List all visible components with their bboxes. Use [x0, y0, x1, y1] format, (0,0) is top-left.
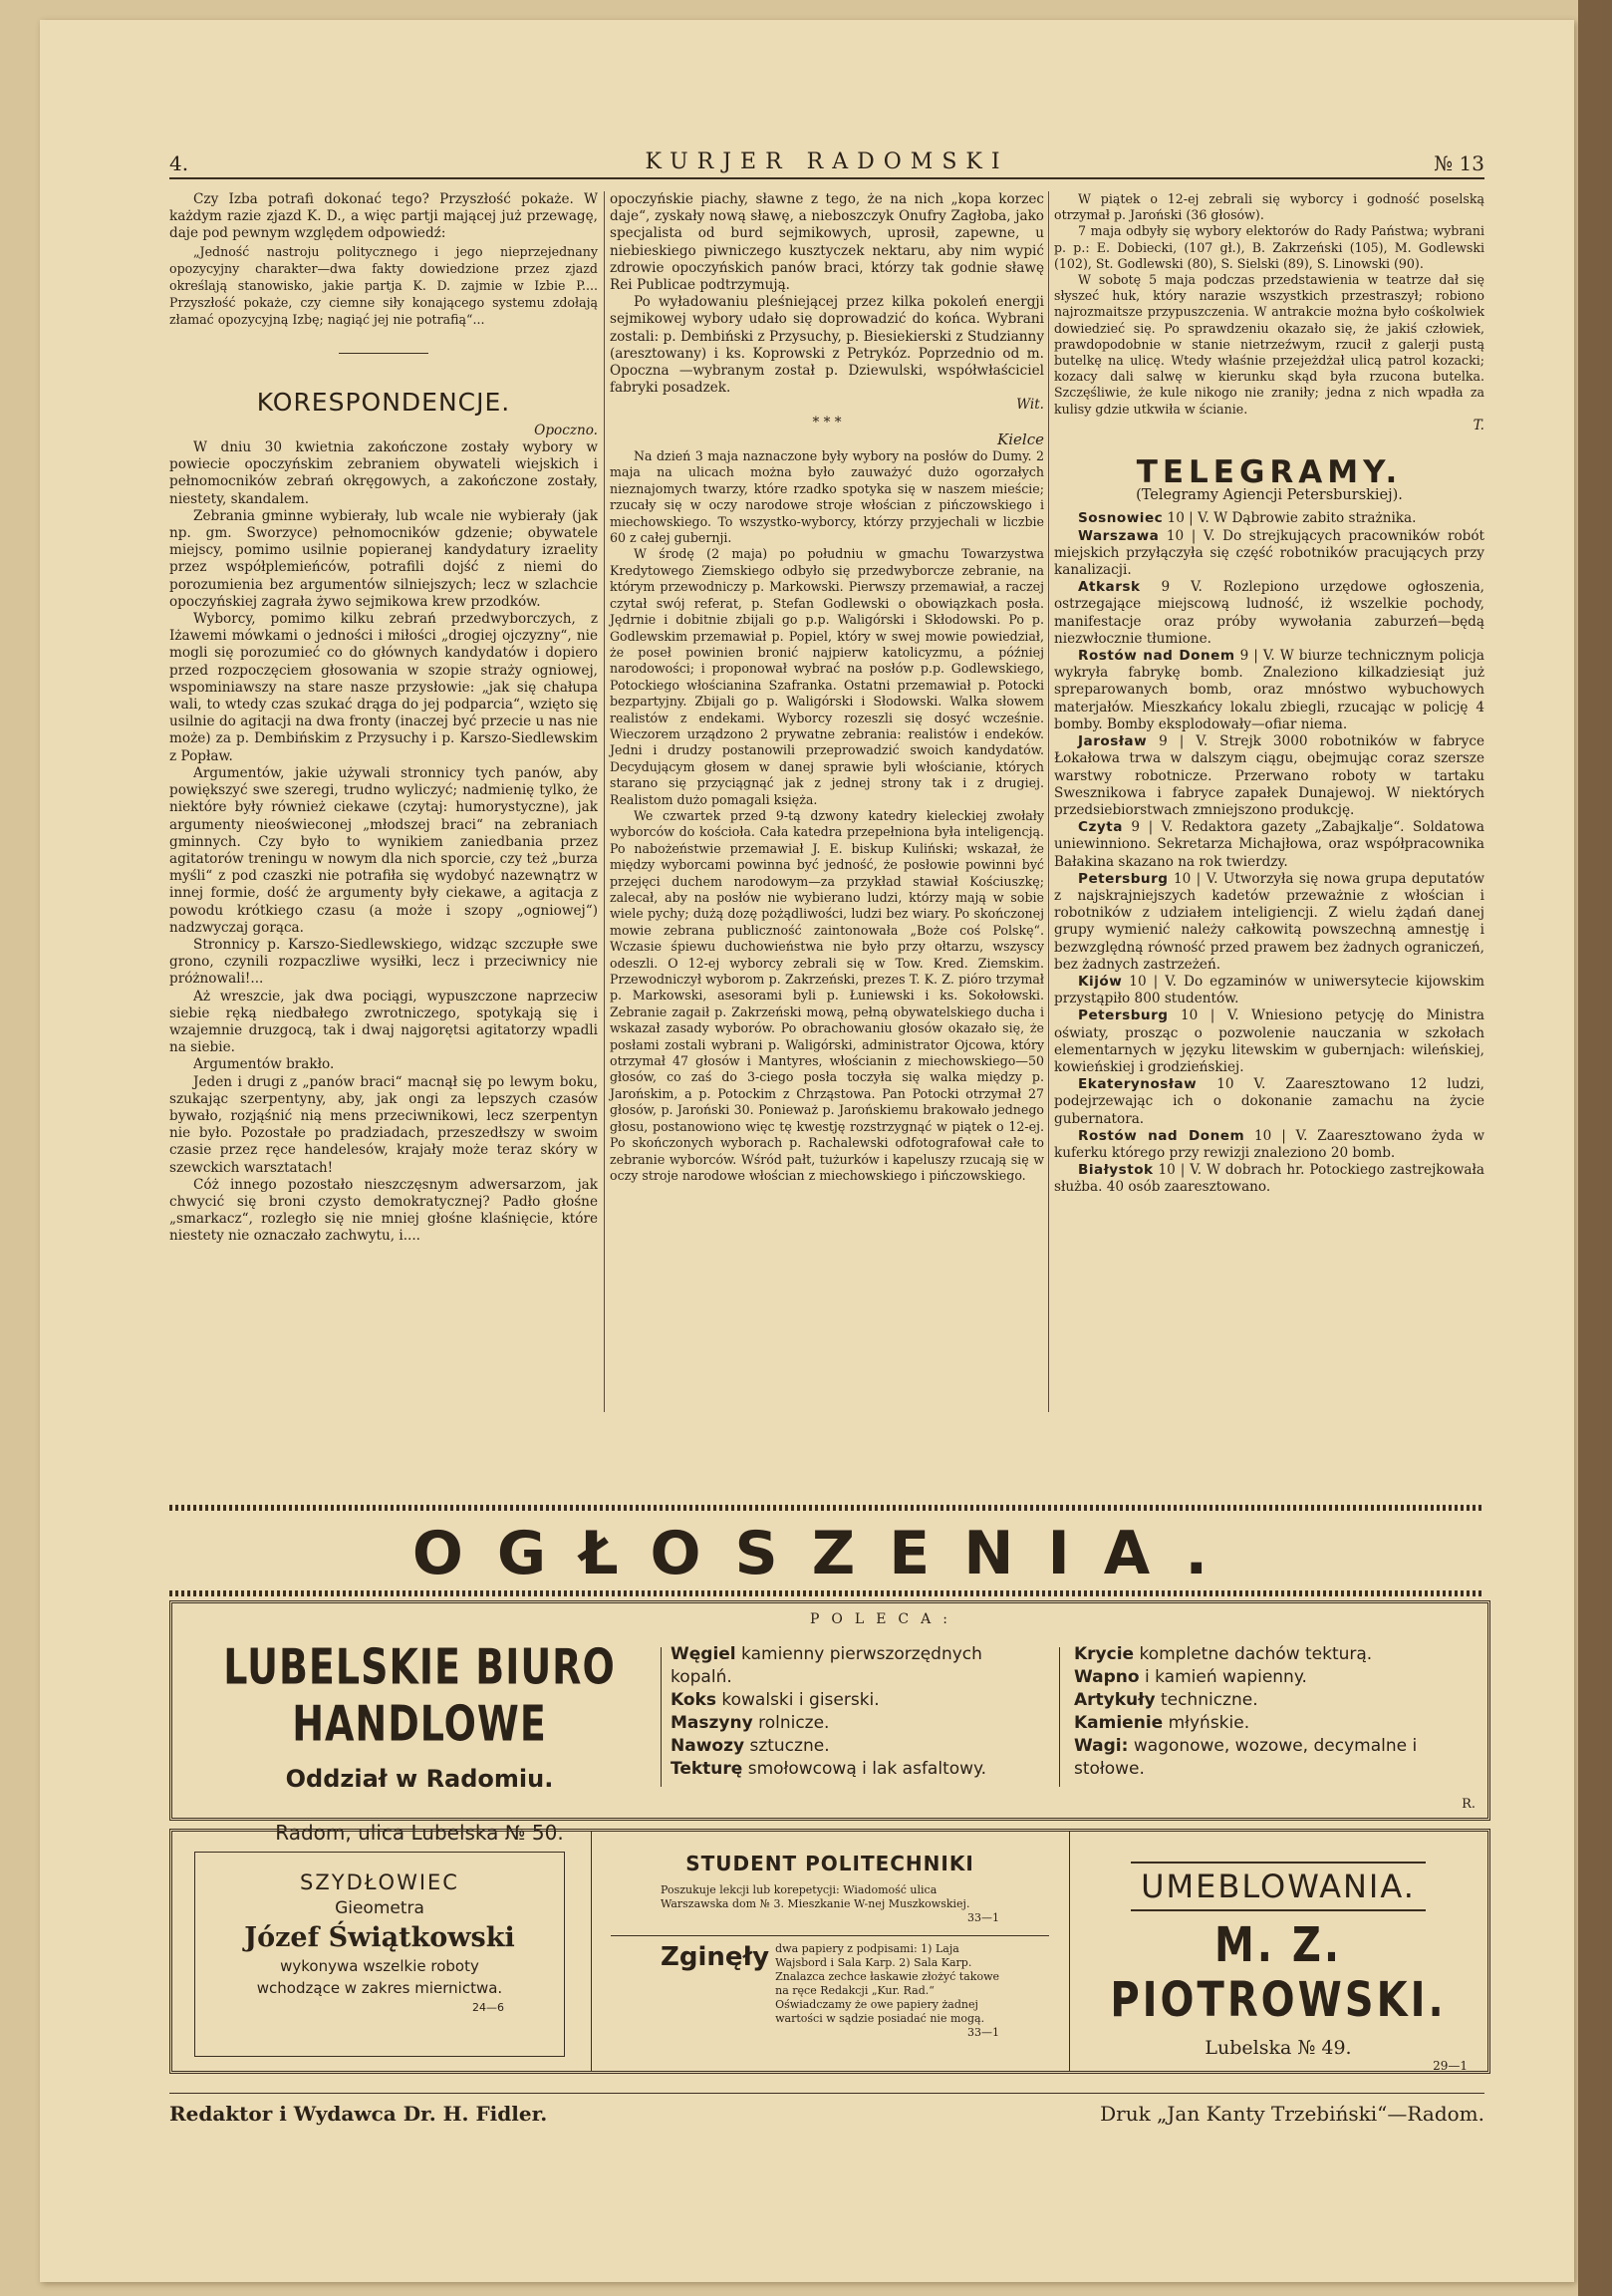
- paragraph: Argumentów, jakie używali stronnicy tych panów, aby powiększyć swe szeregi, trudno wyliczyć; nadmienię tylko, że niektóre były również ciekawe (czytaj: humorystyczne), jak argumenty nieoświeconej „młodszej braci“ na zebraniach gminnych. Czy było to wynikiem zaniedbania przez agitatorów treningu w nowym dla nich sporcie, czy też „burza myśli“ z pod czaszki nie potrafiła się wydobyć nazewnątrz w innej formie, dość że argumenty były ciekawe, a agitacja z powodu krótkiego czasu (a może i szopy „ogniowej“) nadzwyczaj gorąca.: [169, 764, 598, 936]
- list-item: [671, 1689, 1039, 1712]
- editor-credit: Redaktor i Wydawca Dr. H. Fidler.: [169, 2102, 548, 2126]
- masthead-title: KURJER RADOMSKI: [645, 149, 1009, 174]
- telegram-date: 9 V.: [1140, 579, 1223, 596]
- telegram-text: W dobrach hr. Potockiego zastrejkowała służba. 40 osób zaaresztowano.: [1054, 1162, 1484, 1196]
- telegram-text: W Dąbrowie zabito strażnika.: [1213, 510, 1417, 527]
- telegrams-subheading: (Telegramy Agiencji Petersburskiej).: [1136, 487, 1403, 504]
- telegram-item: [1054, 648, 1484, 733]
- column-divider: [604, 191, 605, 1412]
- telegram-list: [1054, 510, 1484, 1196]
- paragraph: Jeden i drugi z „panów braci“ macnął się po lewym boku, szukając szerpentyny, aby, jak ongi za lepszych czasów bywało, rozjąśnić nią mens przeciwnikowi, lecz szerpentyn nie było. Pozostałe po pradziadach, przeszedłszy w swoim czasie przez ręce handelesów, krajały może teraz skóry w szewckich warsztatach!: [169, 1073, 598, 1176]
- paragraph: Na dzień 3 maja naznaczone były wybory na posłów do Dumy. 2 maja na ulicach można było zauważyć dużo ogorzałych nieznajomych twarzy, które rzadko spotyka się w naszem mieście; rzucały się w oczy narodowe stroje włościan z pińczowskiego i miechowskiego. To wszystko-wyborcy, którzy przyjechali w liczbie 60 z całej gubernji.: [610, 448, 1044, 546]
- telegram-city: Atkarsk: [1078, 579, 1141, 596]
- telegram-date: 9 | V.: [1234, 648, 1280, 665]
- ad-code: 33—1: [967, 2026, 999, 2039]
- product-list: [671, 1643, 1039, 1781]
- paragraph: Argumentów brakło.: [193, 1056, 335, 1073]
- product-list: [1074, 1643, 1482, 1781]
- telegram-city: Czyta: [1078, 819, 1123, 836]
- list-item: [671, 1712, 1039, 1735]
- paragraph: Wyborcy, pomimo kilku zebrań przedwyborczych, z Iżawemi mówkami o jedności i miłości „drogiej ojczyzny“, nie mogli się porozumieć co do głównych kandydatów i dopiero przed rozpoczęciem głosowania w szopie straży ogniowej, wspominiawszy na stare nasze przysłowie: „jak się chałupa wali, to wtedy czas szukać drąga do jej podparcia“, wzięto się usilnie do agitacji na dwa fronty (inaczej być przecie u nas nie może) za p. Dembińskim z Przysuchy i p. Karszo-Siedlewskim z Popław.: [169, 611, 598, 764]
- list-item: [671, 1758, 1039, 1781]
- ornamental-rule: [169, 1590, 1484, 1596]
- telegram-date: 9 | V.: [1122, 819, 1182, 836]
- furniture-ad-address: Lubelska № 49.: [1205, 2037, 1352, 2059]
- company-address: Radom, ulica Lubelska № 50.: [275, 1821, 564, 1845]
- telegram-text: Do egzaminów w uniwersytecie kijowskim przystąpiło 800 studentów.: [1054, 973, 1484, 1007]
- list-item: [1074, 1666, 1482, 1689]
- list-item: [671, 1643, 1039, 1689]
- list-item: [1074, 1712, 1482, 1735]
- paragraph: opoczyńskie piachy, sławne z tego, że na nich „kopa korzec daje“, zyskały nową sławę, a nieboszczyk Onufry Zagłoba, jako specjalista od burd sejmikowych, uprosił, zapewne, u niebieskiego piwniczego kusztyczek nektaru, aby nim wypić zdrowie opoczyńskich panów braci, którzy tak godnie sławę Rei Publicae podtrzymują.: [610, 191, 1044, 294]
- page-number: 4.: [169, 151, 189, 175]
- telegram-city: Warszawa: [1078, 527, 1160, 544]
- telegram-city: Sosnowiec: [1078, 510, 1164, 527]
- telegram-item: [1054, 819, 1484, 871]
- furniture-ad-title: UMEBLOWANIA.: [1131, 1862, 1426, 1911]
- ad-code: 29—1: [1433, 2059, 1468, 2073]
- telegram-date: 10 V.: [1197, 1076, 1286, 1093]
- column-divider: [1048, 191, 1049, 1412]
- telegram-city: Jarosław: [1078, 733, 1148, 750]
- telegram-text: Zaaresztowano żyda w kuferku którego przy rewizji znaleziono 20 bomb.: [1054, 1127, 1484, 1161]
- lost-ad-text: dwa papiery z podpisami: 1) Laja Wajsbord i Sala Karp. 2) Sala Karp. Znalazca zechce łaskawie złożyć takowe na ręce Redakcji „Kur. Rad.“ Oświadczamy że owe papiery żadnej wartości w sądzie posiadać nie mogą.: [775, 1942, 999, 2025]
- ad-profession: Gieometra: [335, 1898, 424, 1918]
- telegram-text: Strejk 3000 robotników w fabryce Łokałowa trwa w dalszym ciągu, obejmując coraz szersze warstwy robotnicze. Przerwano roboty w tartaku Swesznikowa i fabryce zapałek Dunajewoj. W niektórych przedsiebiorstwach zmniejszono produkcję.: [1054, 733, 1484, 818]
- student-ad-text: Poszukuje lekcji lub korepetycji: Wiadomość ulica Warszawska dom № 3. Mieszkanie W-nej Muszkowskiej.: [661, 1883, 970, 1910]
- dateline: Opoczno.: [534, 422, 598, 438]
- telegram-city: Białystok: [1078, 1162, 1154, 1179]
- telegram-date: 10 | V.: [1168, 870, 1223, 887]
- ad-furniture: [1069, 1832, 1487, 2071]
- printer-credit: Druk „Jan Kanty Trzebiński“—Radom.: [1100, 2102, 1484, 2126]
- paragraph: W środę (2 maja) po południu w gmachu Towarzystwa Kredytowego Ziemskiego odbyło się przedwyborcze zebranie, na którym przewodniczy p. Markowski. Pierwszy przemawiał, a raczej czytał swój referat, p. Stefan Godlewski o obowiązkach posła. Jędrnie i dobitnie zbijali go p.p. Waligórski i Skłodowski. Po p. Godlewskim przemawiał p. Popiel, który w swej mowie powiedział, że poseł powinien bronić najpierw katolicyzmu, a później narodowości; i proponował wybrać na posłów p.p. Godlewskiego, Potockiego włościanina Szafranka. Ostatni przemawiał p. Potocki bezpartyjny. Zbijali go p. Waligórski i Słodowski. Walka słowem realistów z endekami. Wyborcy rozeszli się dosyć wcześnie. Wieczorem urządzono 2 prywatne zebrania: realistów i endeków. Jedni i drudzy postanowili przeprowadzić swoich kandydatów. Decydującym głosem w danej sprawie byli włościanie, których starano się przyciągnąć jak z jednej strony tak i z drugiej. Realistom dużo pomagali księża.: [610, 546, 1044, 807]
- telegram-text: Utworzyła się nowa grupa deputatów z najskrajniejszych kadetów przeważnie z włościan i robotników z udziałem inteligiencji. Z wielu żądań danej grupy wymienić należy całkowitą powszechną amnestję i bezwzględną równość przed prawem bez żadnych ograniczeń, bez żadnych zastrzeżeń.: [1054, 870, 1484, 973]
- paragraph: Cóż innego pozostało nieszczęsnym adwersarzom, jak chwycić się broni czysto demokratycznej? Padło głośne „smarkacz“, rozległo się nie mniej głośne klaśnięcie, które niestety nie oznaczało zachwytu, i....: [169, 1176, 598, 1245]
- small-ads-row: [169, 1829, 1490, 2074]
- list-item: [1074, 1689, 1482, 1712]
- telegram-city: Petersburg: [1078, 1007, 1169, 1024]
- ad-geometer: [172, 1832, 592, 2071]
- telegram-item: [1054, 1128, 1484, 1162]
- separator-stars: * * *: [812, 414, 842, 430]
- list-item: [671, 1735, 1039, 1758]
- divider: [661, 1647, 662, 1787]
- ad-town: SZYDŁOWIEC: [300, 1870, 459, 1894]
- page-edge: [1578, 0, 1612, 2296]
- item-name: Artykuły: [1074, 1690, 1156, 1710]
- item-name: Wagi:: [1074, 1736, 1129, 1756]
- item-name: Koks: [671, 1690, 716, 1710]
- item-name: Tekturę: [671, 1759, 743, 1779]
- telegram-text: Zaaresztowano 12 ludzi, podejrzewając ich o dokonanie zamachu na życie gubernatora.: [1054, 1076, 1484, 1127]
- lost-ad-title: Zginęły: [661, 1942, 770, 1972]
- item-name: Nawozy: [671, 1736, 745, 1756]
- telegram-city: Ekaterynosław: [1078, 1076, 1198, 1093]
- paragraph: W dniu 30 kwietnia zakończone zostały wybory w powiecie opoczyńskim zebraniem obywateli wiejskich i pełnomocników zebrań okręgowych, a zakończone zostały, niestety, skandalem.: [169, 439, 598, 507]
- column-3: [1054, 191, 1484, 1197]
- ad-line: wykonywa wszelkie roboty: [280, 1957, 479, 1975]
- quote: „Jedność nastroju politycznego i jego nieprzejednany opozycyjny charakter—dwa fakty dowiedzione przez zjazd określają stanowisko, jakie partja K. D. zajmie w Izbie P.... Przyszłość pokaże, czy ciemne siły konającego systemu zdołają złamać opozycyjną Izbę; nagiąć jej nie potrafią“...: [169, 243, 598, 328]
- issue-number: № 13: [1434, 151, 1484, 175]
- telegram-item: [1054, 1076, 1484, 1128]
- divider: [339, 353, 428, 354]
- item-desc: kowalski i giserski.: [715, 1690, 880, 1710]
- item-desc: sztuczne.: [744, 1736, 830, 1756]
- telegram-item: [1054, 1007, 1484, 1076]
- telegram-date: 9 | V.: [1147, 733, 1220, 750]
- ad-lubelskie-biuro: [169, 1600, 1490, 1845]
- item-desc: młyńskie.: [1163, 1713, 1250, 1733]
- telegram-text: Redaktora gazety „Zabajkalje“. Soldatowa uniewinniono. Sekretarza Michajłowa, oraz współpracownika Bałakina skazano na rok twierdzy.: [1054, 819, 1484, 870]
- furniture-ad-name: M. Z. PIOTROWSKI.: [1110, 1917, 1447, 2029]
- ads-banner: OGŁOSZENIA.: [411, 1519, 1242, 1588]
- telegram-date: 10 | V.: [1168, 1007, 1251, 1024]
- signature: Wit.: [1016, 397, 1044, 414]
- paragraph: Stronnicy p. Karszo-Siedlewskiego, widząc szczupłe swe grono, czynili rozpaczliwe wysiłki, lecz i przeciwnicy nie próżnowali!...: [169, 936, 598, 988]
- telegram-city: Rostów nad Donem: [1078, 648, 1235, 665]
- item-desc: smołowcową i lak asfaltowy.: [742, 1759, 987, 1779]
- paragraph: Po wyładowaniu pleśniejącej przez kilka pokoleń energji sejmikowej wybory udało się doprowadzić do końca. Wybrani zostali: p. Dembiński z Przysuchy, p. Biesiekierski z Studzianny (aresztowany) i ks. Koprowski z Petrykóz. Poprzednio od m. Opoczna —wybranym został p. Dziewulski, współwłaściciel fabryki posadzek.: [610, 294, 1044, 397]
- telegram-city: Kijów: [1078, 973, 1123, 990]
- column-1: [169, 191, 598, 1246]
- item-desc: techniczne.: [1155, 1690, 1258, 1710]
- telegram-item: [1054, 579, 1484, 648]
- paragraph: Zebrania gminne wybierały, lub wcale nie wybierały (jak np. gm. Sworzyce) pełnomocników gdzenie; obywatele miejscy, pomimo usilnie popieranej kandydatury izraelity przez współplemieńców, potrafili dojść z niemi do porozumienia bez argumentów silniejszych; lecz w szlachcie opoczyńskiej zagrała żywo sejmikowa krew przodków.: [169, 507, 598, 610]
- telegram-date: 10 | V.: [1159, 527, 1223, 544]
- paragraph: W piątek o 12-ej zebrali się wyborcy i godność poselską otrzymał p. Jaroński (36 głosów).: [1054, 191, 1484, 223]
- paragraph: We czwartek przed 9-tą dzwony katedry kieleckiej zwołały wyborców do kościoła. Cała katedra przepełniona była inteligencją. Po nabożeństwie przemawiał J. E. biskup Kuliński; wskazał, że między wyborcami powinna być jedność, że posłowie powinni być przejęci duchem narodowym—za przykład stawiał Kościuszkę; zalecał, aby na posłów nie wybierano ludzi, którzy mają w sobie wiele pychy; dużą dozę pożądliwości, ludzi bez wiary. Po skończonej mowie zebrana publiczność zaintonowała „Boże coś Polskę“. Wczasie śpiewu duchowieństwa nie było przy ołtarzu, wszyscy odeszli. O 12-ej wyborcy zebrali się w Tow. Kred. Ziemskim. Przewodniczył wyborom p. Zakrzeński, prezes T. K. Z. pióro trzymał p. Markowski, asesorami byli p. Łuniewski i ks. Sokołowski. Zebranie zagaił p. Zakrzeński mową, pełną obywatelskiego ducha i wskazał zasady wyborów. Po obrachowaniu głosów okazało się, że posłami zostali wybrani p. Waligórski, administrator Ojcowa, który otrzymał 47 głosów i Mantyres, włościanin z miechowskiego—50 głosów, co zaś do 3-ciego posła toczyła się walka między p. Jarońskim, a p. Potockim z Chrząstowa. Pan Potocki otrzymał 27 głosów, p. Jaroński 30. Ponieważ p. Jarońskiemu brakowało jednego głosu, postanowiono więc tę kwestję rozstrzygnąć w piątek o 12-ej. Po skończonych wyborach p. Rachalewski odfotografował całe to zebranie wyborców. Wśród pałt, tużurków i kapeluszy rzucają się w oczy stroje narodowe włościan z miechowskiego i pińczowskiego.: [610, 807, 1044, 1183]
- item-desc: kamienny pierwszorzędnych kopalń.: [671, 1644, 982, 1687]
- telegram-date: 10 | V.: [1122, 973, 1185, 990]
- signature: T.: [1473, 417, 1484, 433]
- ad-person: Józef Świątkowski: [244, 1922, 515, 1953]
- divider: [1059, 1647, 1060, 1787]
- list-item: [1074, 1643, 1482, 1666]
- telegrams-heading: TELEGRAMY.: [1136, 454, 1403, 491]
- telegram-item: [1054, 510, 1484, 527]
- item-desc: kompletne dachów tekturą.: [1134, 1644, 1373, 1664]
- ad-mark: R.: [1462, 1797, 1476, 1812]
- paragraph: Czy Izba potrafi dokonać tego? Przyszłość pokaże. W każdym razie zjazd K. D., a więc partji mającej już przewagę, daje pod pewnym względem odpowiedź:: [169, 191, 598, 242]
- ad-code: 24—6: [472, 2001, 504, 2014]
- item-name: Węgiel: [671, 1644, 736, 1664]
- paragraph: 7 maja odbyły się wybory elektorów do Rady Państwa; wybrani p. p.: E. Dobiecki, (107 gł.), B. Zakrzeński (105), M. Godlewski (102), St. Godlewski (80), S. Sielski (89), S. Linowski (90).: [1054, 223, 1484, 271]
- section-heading: KORESPONDENCJE.: [256, 387, 511, 417]
- telegram-item: [1054, 733, 1484, 819]
- company-name: LUBELSKIE BIURO HANDLOWE: [223, 1637, 616, 1753]
- dateline: Kielce: [997, 430, 1044, 448]
- telegram-city: Rostów nad Donem: [1078, 1127, 1245, 1144]
- telegram-item: [1054, 871, 1484, 974]
- telegram-item: [1054, 1162, 1484, 1196]
- list-item: [1074, 1735, 1482, 1781]
- footer: [169, 2093, 1484, 2128]
- telegram-city: Petersburg: [1078, 870, 1169, 887]
- paragraph: Aż wreszcie, jak dwa pociągi, wypuszczone naprzeciw siebie ręką niedbałego zwrotniczego, spotykają się i wzajemnie druzgocą, tak i dwaj najgorętsi agitatorzy wpadli na siebie.: [169, 988, 598, 1056]
- telegram-text: Do strejkujących pracowników robót miejskich przyłączyła się część robotników pracujących przy kanalizacji.: [1054, 527, 1484, 579]
- ad-line: wchodzące w zakres miernictwa.: [256, 1979, 503, 1997]
- ad-code: 33—1: [967, 1911, 999, 1924]
- ad-company: [180, 1637, 659, 1845]
- item-name: Krycie: [1074, 1644, 1135, 1664]
- telegram-text: Wniesiono petycję do Ministra oświaty, prosząc o pozwolenie nauczania w szkołach elementarnych w języku litewskim w gubernjach: wileńskiej, kowieńskiej i grodzieńskiej.: [1054, 1007, 1484, 1075]
- item-desc: i kamień wapienny.: [1139, 1667, 1307, 1687]
- poleca-label: POLECA:: [810, 1611, 959, 1627]
- telegram-text: Rozlepiono urzędowe ogłoszenia, ostrzegające miejscową ludność, iż wszelkie pochody, manifestacje oraz próby wywołania zaburzeń—będą niezwłocznie tłumione.: [1054, 579, 1484, 647]
- ad-middle: [591, 1832, 1070, 2071]
- page-header: [169, 149, 1484, 179]
- paragraph: W sobotę 5 maja podczas przedstawienia w teatrze dał się słyszeć huk, który narazie wszystkich przestraszył; robiono najrozmaitsze przypuszczenia. W antrakcie można było cośkolwiek dowiedzieć się. Po sprawdzeniu okazało się, że jakiś człowiek, prawdopodobnie w stanie nietrzeźwym, rzucił z galerji pustą butelkę na ulicę. Wtedy właśnie przejeżdżał ulicą patrol kozacki; kozacy dali salwę w kierunku skąd była rzucona butelka. Szczęśliwie, że kule nikogo nie zraniły; jedna z nich wpadła za kulisy gdzie utkwiła w ścianie.: [1054, 272, 1484, 417]
- telegram-item: [1054, 528, 1484, 580]
- telegram-date: 10 | V.: [1244, 1127, 1318, 1144]
- item-desc: wagonowe, wozowe, decymalne i stołowe.: [1074, 1736, 1418, 1779]
- telegram-date: 10 | V.: [1153, 1162, 1207, 1179]
- column-2: [610, 191, 1044, 1184]
- student-ad-title: STUDENT POLITECHNIKI: [685, 1852, 974, 1875]
- item-name: Maszyny: [671, 1713, 753, 1733]
- item-name: Kamienie: [1074, 1713, 1164, 1733]
- ornamental-rule: [169, 1505, 1484, 1511]
- telegram-date: 10 | V.: [1163, 510, 1214, 527]
- item-desc: rolnicze.: [752, 1713, 830, 1733]
- telegram-text: W biurze technicznym policja wykryła fabrykę bomb. Znaleziono kilkadziesiąt już spreparowanych bomb, oraz mnóstwo wybuchowych materjałów. Mieszkańcy lokalu zbiegli, rzucając w policję 4 bomby. Bomby eksplodowały—ofiar niema.: [1054, 648, 1485, 732]
- telegram-item: [1054, 974, 1484, 1007]
- item-name: Wapno: [1074, 1667, 1140, 1687]
- branch-label: Oddział w Radomiu.: [285, 1765, 554, 1793]
